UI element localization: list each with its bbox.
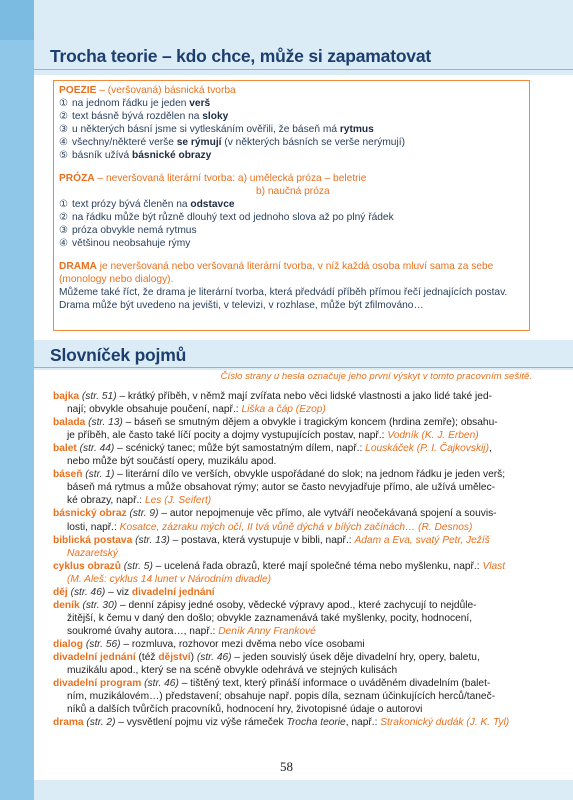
glossary-text: – denní zápisy jedné osoby, vědecké výpravy apod., které zachycují to nejdůle-	[117, 599, 477, 611]
glossary-text: nají; obvykle obsahuje poučení, např.:	[67, 404, 242, 416]
glossary-text: – jeden souvislý úsek děje divadelní hry, opery, baletu,	[231, 652, 480, 663]
glossary-entry	[53, 442, 492, 455]
glossary-text: – tištěný text, který přináší informace o uváděném divadelním (balet-	[178, 678, 491, 690]
glossary-text: – krátký příběh, v němž mají zvířata nebo věci lidské vlastnosti a jako lidé také jed-	[116, 391, 493, 402]
glossary-entry	[53, 534, 490, 547]
glossary-ex: Louskáček (P. I. Čajkovskij)	[365, 443, 489, 455]
glossary-entry	[53, 586, 215, 599]
glossary-entry-continuation	[67, 573, 271, 586]
drama-line	[59, 260, 493, 273]
glossary-entry	[53, 468, 505, 481]
glossary-term: bajka	[53, 391, 80, 402]
item-keyword: básnické obrazy	[132, 150, 212, 161]
glossary-ex: Vodník (K. J. Erben)	[387, 430, 479, 442]
item-number-icon: ①	[59, 98, 69, 109]
left-margin-bar	[0, 0, 34, 800]
glossary-entry-continuation	[67, 494, 211, 507]
poezie-item	[59, 136, 405, 149]
item-text: na řádku může být různě dlouhý text od jednoho slova až po plný řádek	[72, 212, 394, 223]
glossary-text: – rozmluva, rozhovor mezi dvěma nebo více osobami	[120, 638, 365, 650]
glossary-text: – vysvětlení pojmu viz výše rámeček	[115, 717, 287, 729]
glossary-text: ,	[488, 443, 492, 455]
proza-definition: – neveršovaná literární tvorba: a) umělecká próza – beletrie	[94, 173, 367, 184]
glossary-term: cyklus obrazů	[53, 560, 121, 572]
glossary-entry-continuation	[67, 403, 326, 416]
glossary-term: děj	[53, 586, 68, 598]
item-text: básník užívá	[72, 150, 133, 161]
glossary-term: divadelní jednání	[53, 652, 136, 663]
glossary-entry	[53, 677, 490, 690]
glossary-ex: Adam a Eva, svatý Petr, Ježíš	[354, 534, 490, 546]
glossary-ex: Nazaretský	[67, 547, 118, 559]
glossary-text: soukromé úvahy autora…, např.:	[67, 625, 219, 637]
glossary-ref: (str. 46)	[194, 652, 232, 663]
glossary-ref: (str. 44)	[76, 443, 115, 455]
poezie-item	[59, 149, 211, 162]
proza-subtype	[256, 185, 330, 198]
glossary-text: – postava, která vystupuje v bibli, např.:	[169, 534, 355, 546]
glossary-term: divadelní jednání	[131, 586, 215, 598]
glossary-text: žitější, k čemu v daný den došlo; obvykle zaznamenává také myšlenky, pocity, hodnocení,	[67, 612, 473, 624]
item-keyword: se rýmují	[176, 137, 222, 148]
glossary-entry	[53, 716, 509, 729]
glossary-entry	[53, 390, 492, 403]
item-keyword: odstavce	[190, 199, 235, 210]
glossary-ex: Les (J. Seifert)	[144, 495, 212, 507]
glossary-text: – autor nepojmenuje věc přímo, ale vytváří neočekávaná spojení a souvis-	[158, 508, 497, 520]
item-keyword: rytmus	[339, 124, 374, 135]
item-text: u některých básní jsme si vytleskáním ověřili, že báseň má	[72, 124, 340, 135]
glossary-ref: (str. 56)	[83, 638, 121, 650]
drama-line	[59, 273, 173, 286]
glossary-ex: Kosatce, zázraku mých očí, II tvá vůně dýchá v bílých začínách… (R. Desnos)	[119, 521, 473, 533]
glossary-term: dialog	[53, 638, 83, 650]
glossary-note: Číslo strany u hesla označuje jeho první výskyt v tomto pracovním sešitě.	[220, 371, 532, 382]
item-number-icon: ⑤	[59, 150, 69, 161]
glossary-text: )	[190, 652, 194, 663]
glossary-ref: (str. 2)	[83, 717, 116, 729]
item-text: text prózy bývá členěn na	[72, 199, 191, 210]
drama-term: DRAMA	[59, 261, 97, 272]
glossary-entry-continuation	[67, 612, 472, 625]
glossary-term: dějství	[158, 652, 191, 663]
glossary-text: je příběh, ale často také líčí pocity a dojmy vystupujících postav, např.:	[67, 430, 388, 442]
glossary-text: muzikálu apod., který se na scéně obvykle odehrává ve stejných kulisách	[67, 665, 398, 677]
theory-title: Trocha teorie – kdo chce, může si zapamatovat	[50, 46, 431, 66]
item-number-icon: ③	[59, 124, 69, 135]
left-margin-bar-top	[0, 0, 34, 40]
glossary-ref: (str. 13)	[132, 534, 170, 546]
glossary-ref: (str. 13)	[85, 417, 123, 429]
glossary-ex: Liška a čáp (Ezop)	[241, 404, 326, 416]
item-text: všechny/některé verše	[72, 137, 177, 148]
glossary-text: – viz	[105, 586, 132, 598]
poezie-term: POEZIE	[59, 85, 97, 96]
item-number-icon: ④	[59, 137, 69, 148]
proza-term: PRÓZA	[59, 173, 95, 184]
glossary-term: báseň	[53, 469, 83, 481]
proza-heading	[59, 172, 366, 185]
glossary-entry	[53, 507, 497, 520]
glossary-entry	[53, 599, 477, 612]
glossary-text: losti, např.:	[67, 521, 120, 533]
glossary-text: – literární dílo ve verších, obvykle uspořádané do slok; na jednom řádku je jeden verš;	[114, 469, 506, 481]
poezie-item	[59, 110, 228, 123]
glossary-text: (též	[135, 652, 159, 663]
glossary-entry-continuation	[67, 664, 397, 677]
glossary-text: – ucelená řada obrazů, které mají společné téma nebo myšlenku, např.:	[152, 560, 483, 572]
glossary-title: Slovníček pojmů	[50, 345, 187, 365]
item-text: (v některých básních se verše nerýmují)	[221, 137, 405, 148]
glossary-ref: Trocha teorie	[286, 717, 346, 729]
proza-item	[59, 198, 235, 211]
proza-item	[59, 211, 394, 224]
glossary-ref: (str. 9)	[126, 508, 159, 520]
glossary-entry-continuation	[67, 625, 316, 638]
drama-line	[59, 299, 424, 312]
drama-definition: je neveršovaná nebo veršovaná literární tvorba, v níž každá osoba mluví sama za sebe	[96, 261, 494, 272]
glossary-entry-continuation	[67, 703, 422, 716]
poezie-item	[59, 97, 210, 110]
item-keyword: sloky	[202, 111, 229, 122]
glossary-text: níků a dalších tvůrčích pracovníků, hodnocení hry, životopisné údaje o autorovi	[67, 704, 423, 716]
poezie-heading	[59, 84, 236, 97]
glossary-term: biblická postava	[53, 534, 133, 546]
item-number-icon: ②	[59, 212, 69, 223]
glossary-term: básnický obraz	[53, 508, 127, 520]
item-text: většinou neobsahuje rýmy	[72, 238, 191, 249]
glossary-title-underline	[34, 367, 573, 368]
item-number-icon: ③	[59, 225, 69, 236]
glossary-entry	[53, 560, 505, 573]
poezie-definition: – (veršovaná) básnická tvorba	[96, 85, 236, 96]
glossary-text: báseň má rytmus a může obsahovat rýmy; autor se často nevyjadřuje přímo, ale užívá umělec-	[67, 482, 496, 494]
theory-title-underline	[34, 69, 573, 70]
proza-subtype-text: b) naučná próza	[256, 186, 330, 197]
glossary-text: ké obrazy, např.:	[67, 495, 145, 507]
glossary-text: ním, muzikálovém…) představení; obsahuje např. popis díla, seznam účinkujících herců/taneč-	[67, 691, 496, 703]
page-number: 58	[280, 759, 293, 774]
glossary-entry-continuation	[67, 455, 276, 468]
item-text: próza obvykle nemá rytmus	[72, 225, 197, 236]
glossary-ref: (str. 5)	[120, 560, 153, 572]
glossary-ex: Deník Anny Frankové	[218, 625, 316, 637]
glossary-ref: (str. 1)	[82, 469, 115, 481]
glossary-text: – báseň se smutným dějem a obvykle i tragickým koncem (hrdina zemře); obsahu-	[122, 417, 498, 429]
glossary-ex: Strakonický dudák (J. K. Tyl)	[380, 717, 510, 729]
glossary-ex: Vlast	[482, 560, 506, 572]
item-number-icon: ②	[59, 111, 69, 122]
drama-text: Můžeme také říct, že drama je literární tvorba, která předvádí příběh přímou řečí jednajících postav.	[59, 287, 508, 298]
glossary-ref: (str. 46)	[141, 678, 179, 690]
glossary-ref: (str. 51)	[79, 391, 117, 402]
proza-item	[59, 237, 190, 250]
drama-text: Drama může být uvedeno na jevišti, v televizi, v rozhlase, může být zfilmováno…	[59, 300, 424, 311]
glossary-text: , např.:	[345, 717, 381, 729]
glossary-entry	[53, 651, 480, 664]
drama-text: (monology nebo dialogy).	[59, 274, 174, 285]
glossary-term: balada	[53, 417, 86, 429]
item-number-icon: ④	[59, 238, 69, 249]
proza-item	[59, 224, 197, 237]
item-number-icon: ①	[59, 199, 69, 210]
glossary-entry-continuation	[67, 481, 495, 494]
item-text: text básně bývá rozdělen na	[72, 111, 203, 122]
glossary-entry-continuation	[67, 690, 495, 703]
glossary-entry	[53, 416, 498, 429]
glossary-term: deník	[53, 599, 80, 611]
glossary-entry-continuation	[67, 429, 479, 442]
glossary-entry-continuation	[67, 547, 118, 560]
glossary-ref: (str. 30)	[79, 599, 118, 611]
glossary-entry	[53, 638, 365, 651]
drama-line	[59, 286, 507, 299]
glossary-ref: (str. 46)	[67, 586, 106, 598]
glossary-entry-continuation	[67, 521, 472, 534]
glossary-text: – scénický tanec; může být samostatným dílem, např.:	[114, 443, 366, 455]
poezie-item	[59, 123, 374, 136]
glossary-term: balet	[53, 443, 77, 455]
item-keyword: verš	[189, 98, 211, 109]
item-text: na jednom řádku je jeden	[72, 98, 190, 109]
glossary-term: divadelní program	[53, 678, 142, 690]
glossary-text: nebo může být součástí opery, muzikálu apod.	[67, 456, 277, 468]
glossary-term: drama	[53, 717, 84, 729]
glossary-ex: (M. Aleš: cyklus 14 lunet v Národním divadle)	[67, 573, 272, 585]
